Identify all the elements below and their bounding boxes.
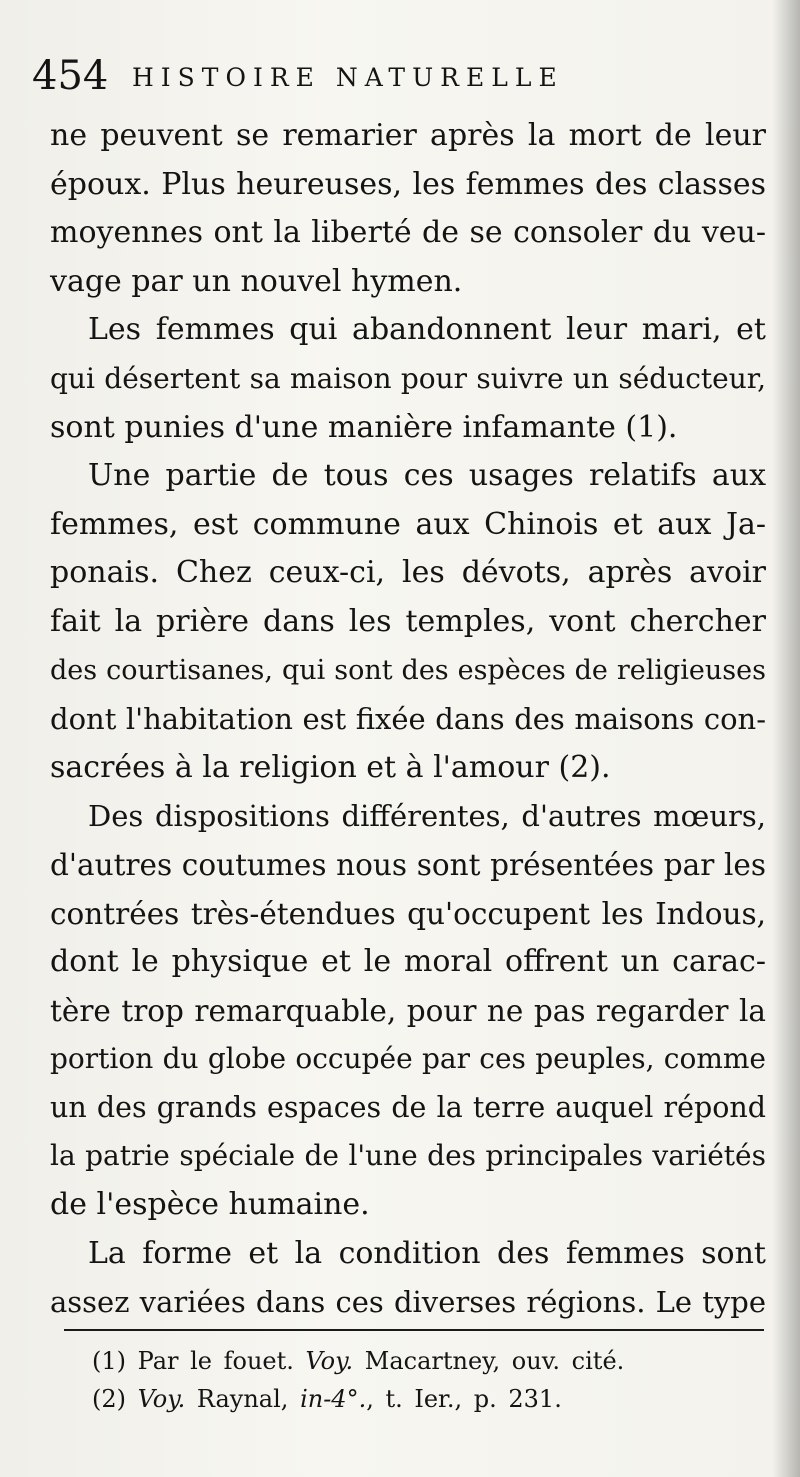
footnote-voy: Voy.: [305, 1347, 354, 1375]
text-line: de l'espèce humaine.: [50, 1187, 370, 1223]
footnotes: [92, 1342, 732, 1418]
footnote-2: [92, 1380, 732, 1418]
text-line: époux. Plus heureuses, les femmes des classes: [50, 166, 766, 202]
text-line: femmes, est commune aux Chinois et aux Ja-: [50, 506, 766, 542]
text-line: assez variées dans ces diverses régions. Le type: [50, 1285, 766, 1320]
footnote-1: [92, 1342, 732, 1380]
text-line: des courtisanes, qui sont des espèces de religieuses: [50, 654, 766, 686]
footnote-marker: (2): [92, 1385, 126, 1413]
text-line: Une partie de tous ces usages relatifs aux: [88, 458, 766, 494]
text-line: Les femmes qui abandonnent leur mari, et: [88, 312, 766, 348]
footnote-reference: Macartney, ouv. cité.: [364, 1347, 625, 1375]
text-line: fait la prière dans les temples, vont chercher: [50, 603, 766, 639]
text-line: tère trop remarquable, pour ne pas regarder la: [50, 993, 766, 1028]
text-line: un des grands espaces de la terre auquel répond: [50, 1090, 766, 1124]
text-line: dont le physique et le moral offrent un carac-: [50, 944, 766, 980]
footnote-text: Par le fouet.: [137, 1347, 294, 1375]
text-line: dont l'habitation est fixée dans des maisons con-: [50, 702, 766, 737]
text-line: contrées très-étendues qu'occupent les Indous,: [50, 896, 766, 931]
text-line: ne peuvent se remarier après la mort de leur: [50, 118, 766, 153]
footnote-rule: [64, 1329, 764, 1331]
footnote-format: in-4°.: [300, 1385, 367, 1413]
footnote-reference-tail: , t. Ier., p. 231.: [366, 1385, 562, 1413]
page-number: 454: [32, 53, 109, 99]
text-line: La forme et la condition des femmes sont: [88, 1235, 766, 1271]
text-line: sacrées à la religion et à l'amour (2).: [50, 749, 611, 785]
body-text: [50, 112, 766, 1327]
text-line: moyennes ont la liberté de se consoler du veu-: [50, 215, 766, 251]
text-line: portion du globe occupée par ces peuples, comme: [50, 1042, 766, 1076]
footnote-reference: Raynal,: [196, 1385, 289, 1413]
text-line: Des dispositions différentes, d'autres mœurs,: [88, 799, 766, 834]
text-line: d'autres coutumes nous sont présentées par les: [50, 847, 766, 882]
text-line: la patrie spéciale de l'une des principales variétés: [50, 1139, 766, 1173]
footnote-marker: (1): [92, 1347, 126, 1375]
running-title: HISTOIRE NATURELLE: [132, 63, 564, 92]
text-line: sont punies d'une manière infamante (1).: [50, 409, 678, 445]
page-edge-shadow: [772, 0, 800, 1477]
text-line: qui désertent sa maison pour suivre un séducteur,: [50, 361, 766, 395]
footnote-voy: Voy.: [137, 1385, 186, 1413]
page-header: [32, 48, 762, 104]
text-line: ponais. Chez ceux-ci, les dévots, après avoir: [50, 555, 766, 591]
text-line: vage par un nouvel hymen.: [50, 263, 463, 299]
